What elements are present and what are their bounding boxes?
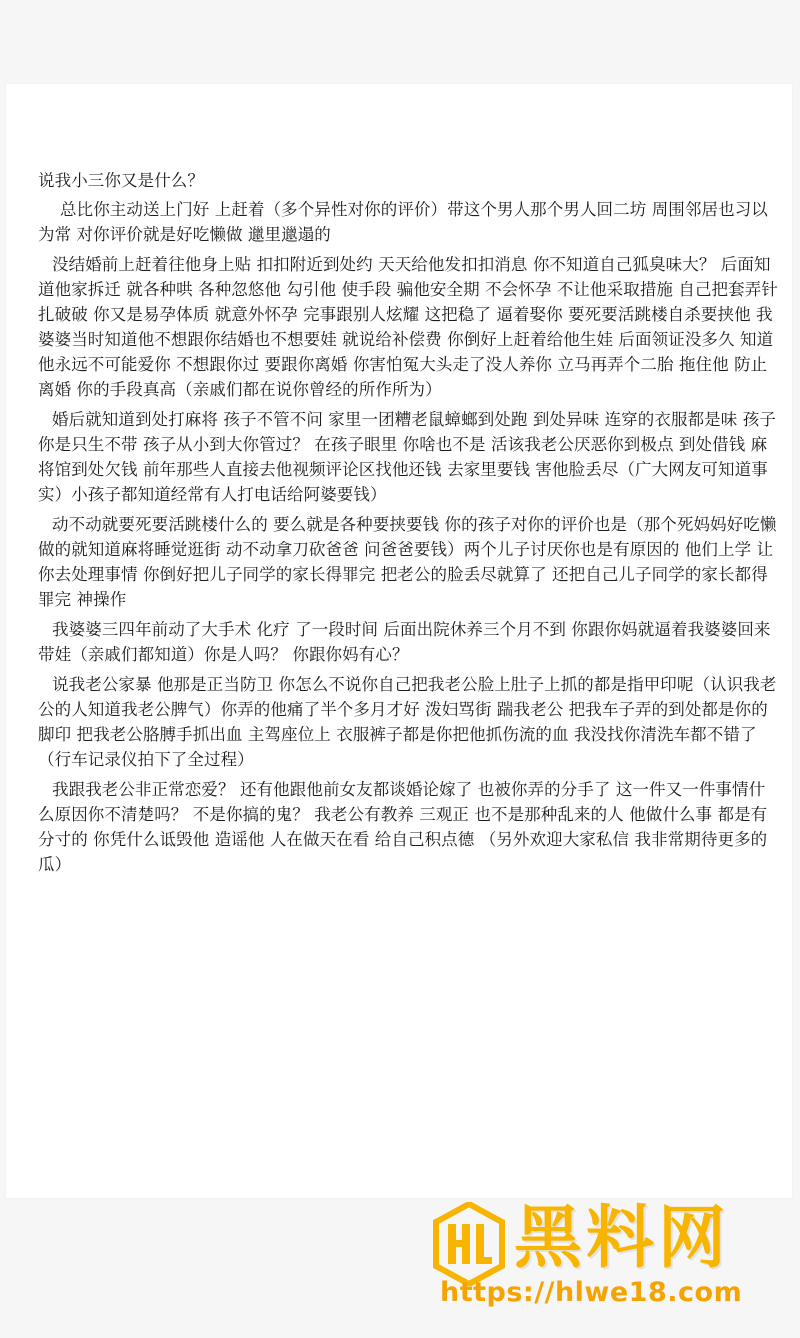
paragraph-6: 我婆婆三四年前动了大手术 化疗 了一段时间 后面出院休养三个月不到 你跟你妈就逼着我婆婆回来带娃（亲戚们都知道）你是人吗？ 你跟你妈有心？ — [38, 620, 771, 664]
paragraph-5: 动不动就要死要活跳楼什么的 要么就是各种要挟要钱 你的孩子对你的评价也是（那个死妈妈好吃懒做的就知道麻将睡觉逛街 动不动拿刀砍爸爸 问爸爸要钱）两个儿子讨厌你也是有原因的 他们上学 让你去处理事情 你倒好把儿子同学的家长得罪完 把老公的脸丢尽就算了 还把自己儿子同学的家长都得罪完 神操作 — [38, 515, 777, 609]
paragraph-2: 总比你主动送上门好 上赶着（多个异性对你的评价）带这个男人那个男人回二坊 周围邻居也习以为常 对你评价就是好吃懒做 邋里邋遢的 — [38, 200, 768, 244]
paragraph-7: 说我老公家暴 他那是正当防卫 你怎么不说你自己把我老公脸上肚子上抓的都是指甲印呢（认识我老公的人知道我老公脾气）你弄的他痛了半个多月才好 泼妇骂街 踹我老公 把我车子弄的到处都是你的脚印 把我老公胳膊手抓出血 主驾座位上 衣服裤子都是你把他抓伤流的血 我没找你清洗车都不错了（行车记录仪拍下了全过程） — [38, 675, 777, 769]
watermark-url: https://hlwe18.com — [440, 1277, 743, 1308]
paragraph-8: 我跟我老公非正常恋爱？ 还有他跟他前女友都谈婚论嫁了 也被你弄的分手了 这一件又一件事情什么原因你不清楚吗？ 不是你搞的鬼？ 我老公有教养 三观正 也不是那种乱来的人 他做什么事 都是有分寸的 你凭什么诋毁他 造谣他 人在做天在看 给自己积点德 （另外欢迎大家私信 我非常期待更多的瓜） — [38, 780, 768, 874]
watermark-title: 黑料网 — [514, 1199, 731, 1278]
paragraph-4: 婚后就知道到处打麻将 孩子不管不问 家里一团糟老鼠蟑螂到处跑 到处异味 连穿的衣服都是味 孩子你是只生不带 孩子从小到大你管过？ 在孩子眼里 你啥也不是 活该我老公厌恶你到极点 到处借钱 麻将馆到处欠钱 前年那些人直接去他视频评论区找他还钱 去家里要钱 害他脸丢尽（广大网友可知道事实）小孩子都知道经常有人打电话给阿婆要钱） — [38, 410, 776, 504]
paragraph-1: 说我小三你又是什么？ — [38, 171, 204, 190]
paragraph-3: 没结婚前上赶着往他身上贴 扣扣附近到处约 天天给他发扣扣消息 你不知道自己狐臭味大？ 后面知道他家拆迁 就各种哄 各种忽悠他 勾引他 使手段 骗他安全期 不会怀孕 不让他采取措施 自己把套弄针扎破破 你又是易孕体质 就意外怀孕 完事跟别人炫耀 这把稳了 逼着娶你 要死要活跳楼自杀要挟他 我婆婆当时知道他不想跟你结婚也不想要娃 就说给补偿费 你倒好上赶着给他生娃 后面领证没多久 知道他永远不可能爱你 不想跟你过 要跟你离婚 你害怕冤大头走了没人养你 立马再弄个二胎 拖住他 防止离婚 你的手段真高（亲戚们都在说你曾经的所作所为） — [38, 255, 778, 399]
hl-shield-logo-icon — [432, 1202, 506, 1286]
watermark — [432, 1196, 772, 1316]
document-body — [38, 168, 778, 882]
